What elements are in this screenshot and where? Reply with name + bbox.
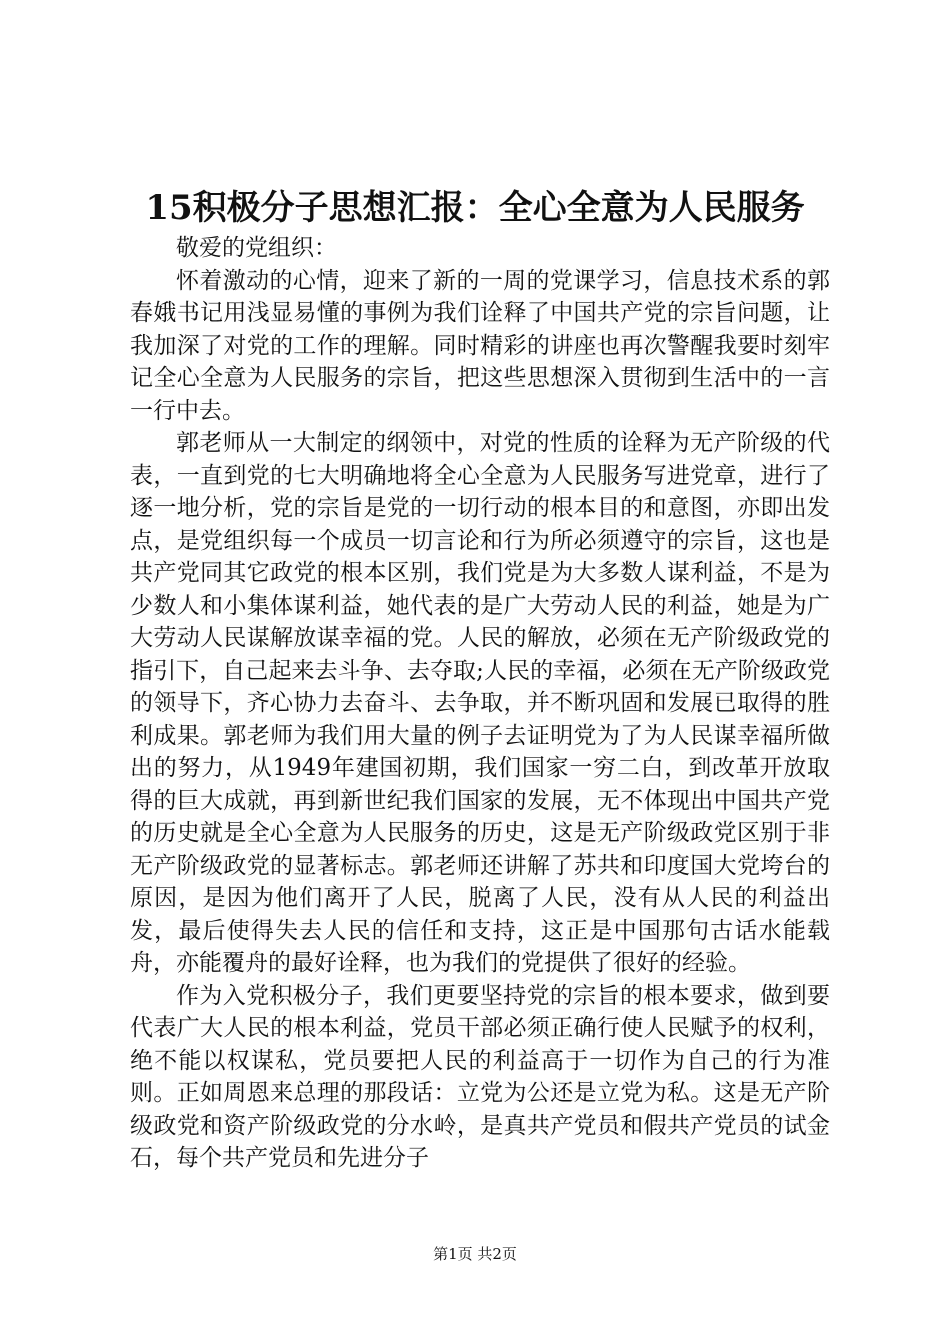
page-number: 第1页 共2页 bbox=[433, 1245, 517, 1263]
paragraph: 郭老师从一大制定的纲领中，对党的性质的诠释为无产阶级的代表，一直到党的七大明确地将全心全意为人民服务写进党章，进行了逐一地分析，党的宗旨是党的一切行动的根本目的和意图，亦即出发点，是党组织每一个成员一切言论和行为所必须遵守的宗旨，这也是共产党同其它政党的根本区别，我们党是为大多数人谋利益，不是为少数人和小集体谋利益，她代表的是广大劳动人民的利益，她是为广大劳动人民谋解放谋幸福的党。人民的解放，必须在无产阶级政党的指引下，自己起来去斗争、去夺取;人民的幸福，必须在无产阶级政党的领导下，齐心协力去奋斗、去争取，并不断巩固和发展已取得的胜利成果。郭老师为我们用大量的例子去证明党为了为人民谋幸福所做出的努力，从1949年建国初期，我们国家一穷二白，到改革开放取得的巨大成就，再到新世纪我们国家的发展，无不体现出中国共产党的历史就是全心全意为人民服务的历史，这是无产阶级政党区别于非无产阶级政党的显著标志。郭老师还讲解了苏共和印度国大党垮台的原因，是因为他们离开了人民，脱离了人民，没有从人民的利益出发，最后使得失去人民的信任和支持，这正是中国那句古话水能载舟，亦能覆舟的最好诠释，也为我们的党提供了很好的经验。 bbox=[130, 430, 830, 976]
document-body bbox=[130, 232, 830, 1175]
salutation: 敬爱的党组织： bbox=[176, 235, 337, 261]
document-title: 15积极分子思想汇报：全心全意为人民服务 bbox=[145, 188, 805, 228]
paragraph: 怀着激动的心情，迎来了新的一周的党课学习，信息技术系的郭春娥书记用浅显易懂的事例为我们诠释了中国共产党的宗旨问题，让我加深了对党的工作的理解。同时精彩的讲座也再次警醒我要时刻牢记全心全意为人民服务的宗旨，把这些思想深入贯彻到生活中的一言一行中去。 bbox=[130, 267, 830, 424]
paragraph: 作为入党积极分子，我们更要坚持党的宗旨的根本要求，做到要代表广大人民的根本利益，党员干部必须正确行使人民赋予的权利，绝不能以权谋私，党员要把人民的利益高于一切作为自己的行为准则。正如周恩来总理的那段话：立党为公还是立党为私。这是无产阶级政党和资产阶级政党的分水岭，是真共产党员和假共产党员的试金石，每个共产党员和先进分子 bbox=[130, 982, 830, 1171]
